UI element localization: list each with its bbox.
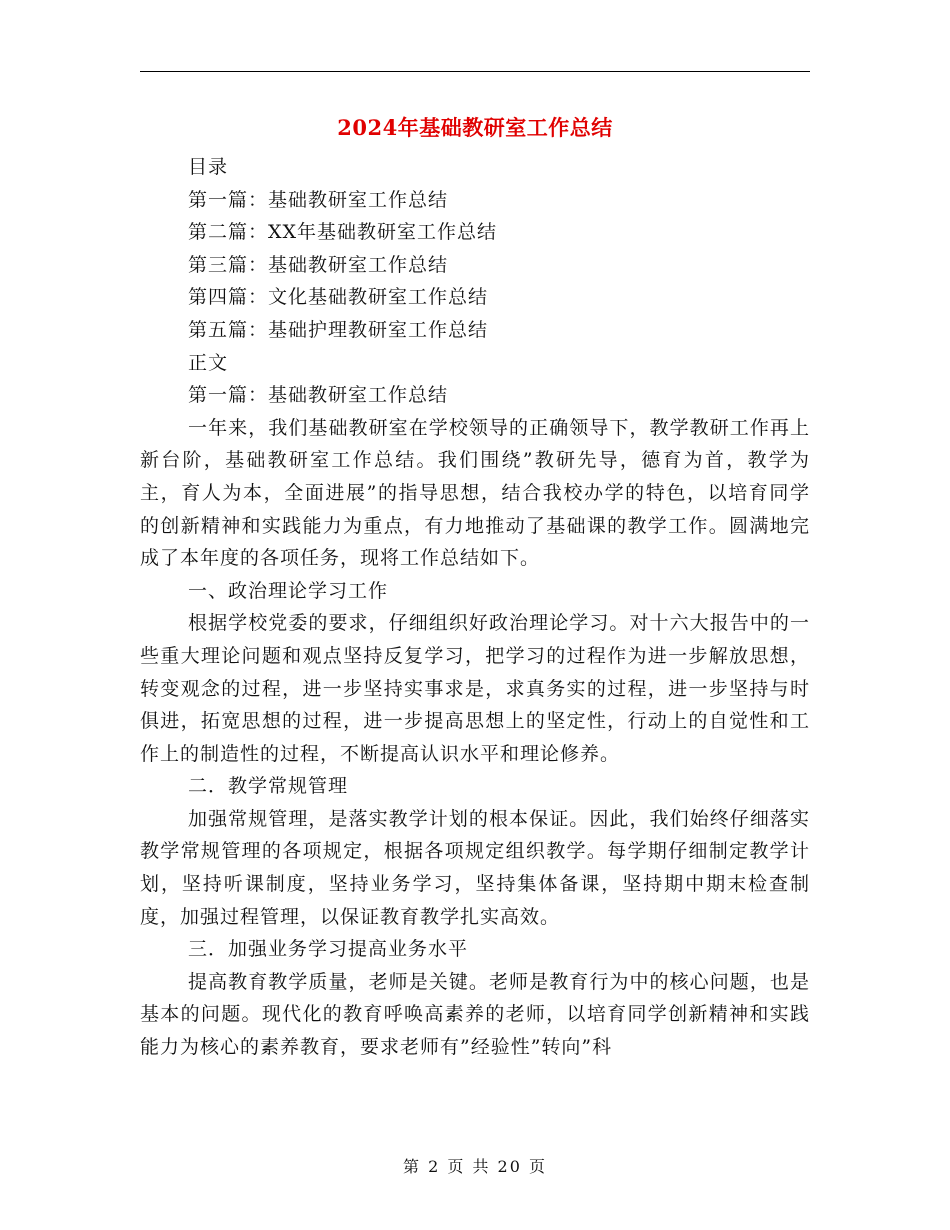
body-heading: 正文 xyxy=(188,351,229,374)
part-title: 第一篇：基础教研室工作总结 xyxy=(188,384,449,407)
toc-heading: 目录 xyxy=(188,156,229,178)
toc-item: 第一篇：基础教研室工作总结 xyxy=(188,188,449,211)
intro-paragraph: 一年来，我们基础教研室在学校领导的正确领导下，教学教研工作再上新台阶，基础教研室工作总结。我们围绕”教研先导，德育为首，教学为主，育人为本，全面进展”的指导思想，结合我校办学的特色，以培育同学的创新精神和实践能力为重点，有力地推动了基础课的教学工作。圆满地完成了本年度的各项任务，现将工作总结如下。 xyxy=(140,416,810,570)
section-heading: 二．教学常规管理 xyxy=(188,775,349,798)
header-rule xyxy=(140,71,810,72)
page-number-footer: 第 2 页 共 20 页 xyxy=(403,1157,547,1176)
document-body xyxy=(140,151,810,1064)
toc-item: 第二篇：XX年基础教研室工作总结 xyxy=(188,221,498,244)
toc-item: 第四篇：文化基础教研室工作总结 xyxy=(188,286,489,309)
toc-item: 第三篇：基础教研室工作总结 xyxy=(188,253,449,276)
section-paragraph: 根据学校党委的要求，仔细组织好政治理论学习。对十六大报告中的一些重大理论问题和观点坚持反复学习，把学习的过程作为进一步解放思想，转变观念的过程，进一步坚持实事求是，求真务实的过程，进一步坚持与时俱进，拓宽思想的过程，进一步提高思想上的坚定性，行动上的自觉性和工作上的制造性的过程，不断提高认识水平和理论修养。 xyxy=(140,612,810,765)
section-paragraph: 加强常规管理，是落实教学计划的根本保证。因此，我们始终仔细落实教学常规管理的各项规定，根据各项规定组织教学。每学期仔细制定教学计划，坚持听课制度，坚持业务学习，坚持集体备课，坚持期中期末检查制度，加强过程管理，以保证教育教学扎实高效。 xyxy=(140,807,810,928)
section-heading: 三．加强业务学习提高业务水平 xyxy=(188,938,469,961)
section-paragraph: 提高教育教学质量，老师是关键。老师是教育行为中的核心问题，也是基本的问题。现代化的教育呼唤高素养的老师，以培育同学创新精神和实践能力为核心的素养教育，要求老师有”经验性”转向”科 xyxy=(140,970,810,1059)
toc-item: 第五篇：基础护理教研室工作总结 xyxy=(188,318,489,341)
document-title: 2024年基础教研室工作总结 xyxy=(337,115,613,140)
section-heading: 一、政治理论学习工作 xyxy=(188,579,389,602)
